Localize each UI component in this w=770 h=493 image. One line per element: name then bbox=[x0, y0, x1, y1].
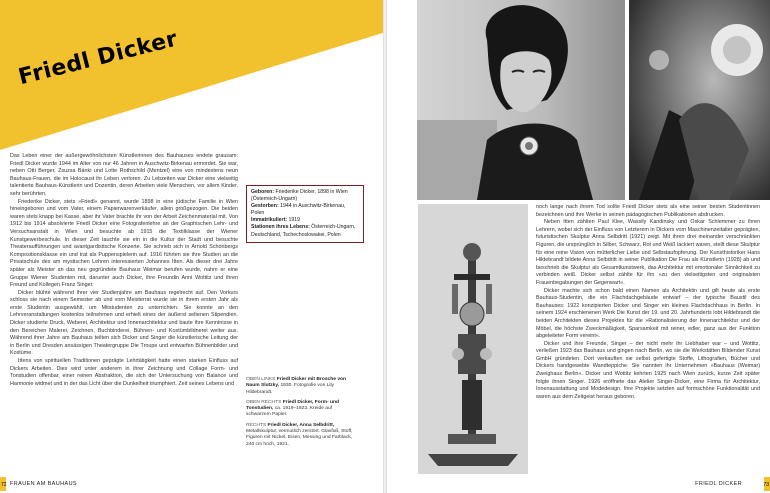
paragraph: Friederike Dicker, stets »Friedl« genannt, wurde 1898 in eine jüdische Familie in Wien hineingeboren und vom Vater, einem Papierwarenverkäufer, allein großgezogen. Die beiden waren stets knapp bei Kasse, aber ihr Vater brachte ihr von der Arbeit Zeichenmaterial mit. Von 1912 bis 1914 absolvierte Friedl Dicker eine Fotografenlehre an der Graphischen Lehr- und Versuchsanstalt in Wien und besuchte ab 1915 die Textilklasse der Wiener Kunstgewerbeschule. In dieser Zeit tauchte sie ein in die Kultur der Stadt und besuchte Theateraufführungen und avantgardistische Konzerte. Sie schrieb sich in Arnold Schönbergs Kompositionsklasse ein und trat als Puppenspielerin auf. 1916 führten sie ihre Studien an die Privatschule des am mystischen Lehren interessierten Johannes Itten. Als dieser drei Jahre später als Meister an das neu gegründete Bauhaus Weimar berufen wurde, nahm er eine Gruppe Wiener Studenten mit, darunter auch Dicker, ihre Freundin Anni Wottitz und ihren Freund und Kollegen Franz Singer. bbox=[10, 198, 238, 289]
bio-label: Immatrikuliert: bbox=[251, 217, 288, 224]
page-number-right: 73 bbox=[763, 482, 769, 488]
page-number-left: 72 bbox=[1, 482, 7, 488]
portrait-photo bbox=[417, 0, 625, 200]
paragraph: noch lange nach ihrem Tod sollte Friedl Dicker stets als eine seiner besten Studentinnen bezeichnen und ihre Werke in seinen pädagogischen Publikationen abdrucken. bbox=[536, 204, 760, 218]
caption-text: Metallskulptur, vermutlich zerstört. Glasfuß, Stoff, Figuren mit Nickel, Eisen, Messing und Farblack, 240 cm hoch, 1921. bbox=[246, 429, 353, 447]
paragraph: Ittens von spirituellen Traditionen geprägte Lehrtätigkeit hatte einen starken Einfluss auf Dickers Arbeiten. Dies wird unter anderem in ihrer Zeichnung und Collage Form- und Tonstudien offenbar, einer reinen Abstraktion, die sich der Untersuchung von Balance und Harmonie widmet und in der das Licht über die Dunkelheit triumphiert. Zeit seines Lebens und bbox=[10, 358, 238, 387]
chapter-title: Friedl Dicker bbox=[16, 26, 181, 91]
form-study-artwork bbox=[629, 0, 770, 200]
caption-bold: Friedl Dicker, Form- und Tonstudien, bbox=[246, 399, 339, 412]
book-gutter bbox=[383, 0, 387, 493]
bio-label: Stationen ihres Lebens: bbox=[251, 224, 310, 231]
left-body-text bbox=[10, 153, 238, 388]
bio-stations bbox=[251, 224, 359, 238]
caption-top-right bbox=[246, 400, 356, 419]
sculpture-image bbox=[418, 204, 528, 474]
paragraph: Neben Itten zählten Paul Klee, Wassily Kandinsky und Oskar Schlemmer zu ihren Lehrern, wobei sich der Einfluss von Letzterem in Dickers vom Maschinenzeitalter geprägten, futuristischen Skulptur Anna Selbdritt (1921) zeigt. Mit ihren drei ineinander verschränkten Figuren, die ursprünglich in Silber, Schwarz, Rot und Weiß lackiert waren, stellt diese Skulptur für eine reine Vision von mütterlicher Liebe und Selbstaufopferung. Der Kunsthistoriker Hans Hildebrandt bildete Anna Selbdritt in seiner Publikation Die Frau als Künstlerin (1928) ab und beschrieb die Skulptur als Gesamtkunstwerk, das Architektur mit emotionaler Sinnlichkeit zu verbinden weiß. Dicker selbst zählte für ihn »zu den vielseitigsten und originalsten Frauenbegabungen der Gegenwart«. bbox=[536, 219, 761, 286]
sculpture-photo bbox=[418, 204, 528, 474]
bio-label: Gestorben: bbox=[251, 203, 279, 210]
caption-top-left bbox=[246, 377, 356, 396]
caption-key: OBEN RECHTS bbox=[246, 399, 282, 405]
right-body-text bbox=[536, 204, 760, 401]
portrait-photo-image bbox=[417, 0, 625, 200]
paragraph: Dicker und ihre Freunde, Singer – der nicht mehr ihr Liebhaber war – und Wottitz, verließen 1923 das Bauhaus und gingen nach Berlin, wo sie die Werkstätten Bildender Kunst GmbH gründeten. Dort verkauften sie selbst gefertigte Stoffe, Lithografien, Bücher und Dickers handgewebte Wandteppiche. Sie nannten ihr Unternehmen »Bauhaus (Weimar) Zweighaus Berlin«. Dicker und Wottitz kehrten 1925 nach Wien zurück, kurze Zeit später folgte ihnen Singer. 1926 eröffnete das Atelier Singer-Dicker, eine Firma für Architektur, Innenausstattung und Modedesign. Ihre Projekte setzten auf formschöne Funktionalität und waren aus dem Zeitgeist heraus geboren. bbox=[536, 340, 760, 400]
bio-value: 1944 in Auschwitz-Birkenau, Polen bbox=[251, 203, 346, 217]
bio-fact-box bbox=[246, 185, 364, 243]
bio-value: Friederike Dicker, 1898 in Wien (Österreich-Ungarn) bbox=[251, 189, 348, 203]
paragraph: Dicker blühte während ihrer vier Studienjahre am Bauhaus regelrecht auf. Den Vorkurs schloss sie nach einem Semester ab und vom Meisterrat wurde sie in ihrem ersten Jahr als erste Studentin ausgewählt, um Mitstudenten zu unterrichten. Sie konnte an den Lehrveranstaltungen kostenlos teilnehmen und erhielt eines der äußerst seltenen Stipendien. Dicker studierte Druck, Weberei, Architektur und Innenarchitektur und baute ihre Kenntnisse in den Bereichen Malerei, Zeichnen, Buchbinderei, Bühnen- und Kostümbildnerei weiter aus. Während ihrer Jahre am Bauhaus teilten sich Dicker und Singer die künstlerische Leitung der in Berlin und Dresden ansässigen Theatergruppe Die Troupe und entwarfen Bühnenbilder und Kostüme. bbox=[10, 289, 238, 357]
caption-right bbox=[246, 423, 356, 448]
form-study-image bbox=[629, 0, 770, 200]
caption-text: 1930. Fotografie von Lily Hildebrandt. bbox=[246, 383, 334, 395]
caption-key: OBEN LINKS bbox=[246, 377, 276, 382]
paragraph: Dicker machte sich schon bald einen Namen als Architektin und gilt heute als erste Bauhaus-Studentin, die ein Flachdachgebäude entwarf – der typische Baustil des Bauhauses: 1922 konzipierten Dicker und Singer ein kleines Flachdachhaus in Berlin. In seinem 1924 erschienenen Werk Die Kunst der 19. und 20. Jahrhunderts lobt Hildebrandt die beiden Architekten dieses Projektes für die »Rationalisierung der Innenarchitektur und der Möbel, die höchste Zweckmäßigkeit, Sparsamkeit mit reiner, edler, ganz aus der Funktion abgeleiteter Form vereint«. bbox=[536, 287, 760, 340]
paragraph: Das Leben einer der außergewöhnlichsten Künstlerinnen des Bauhauses endete grausam: Friedl Dicker wurde 1944 im Alter von nur 46 Jahren in Auschwitz-Birkenau ermordet. Sie war, neben Otti Berger, Zsuzsa Bánki und Lotte Rothschild (Mentzel) eine von mindestens neun Bauhaus-Frauen, die im Holocaust ihr Leben verloren. Zu Lebzeiten war Dicker eine vielseitig talentierte Bauhaus-Künstlerin und Dozentin, deren Arbeiten viele Menschen, vor allem Kinder, sehr berührten. bbox=[10, 153, 238, 197]
running-footer-right: FRIEDL DICKER bbox=[695, 481, 742, 487]
bio-died bbox=[251, 203, 359, 217]
bio-born bbox=[251, 189, 359, 203]
caption-bold: Friedl Dicker, Anna Selbdritt, bbox=[267, 422, 335, 428]
bio-value: 1919 bbox=[288, 217, 301, 224]
caption-key: RECHTS bbox=[246, 422, 267, 428]
bio-label: Geboren: bbox=[251, 189, 275, 195]
caption-text: ca. 1919–1923. Kreide auf schwarzem Papier. bbox=[246, 406, 333, 418]
caption-bold: Friedl Dicker mit Brosche von Naum Slutzky, bbox=[246, 377, 347, 389]
image-captions bbox=[246, 377, 356, 452]
running-footer-left: FRAUEN AM BAUHAUS bbox=[10, 481, 78, 487]
bio-value: Österreich-Ungarn, Deutschland, Tschechoslowakei, Polen bbox=[251, 224, 356, 238]
